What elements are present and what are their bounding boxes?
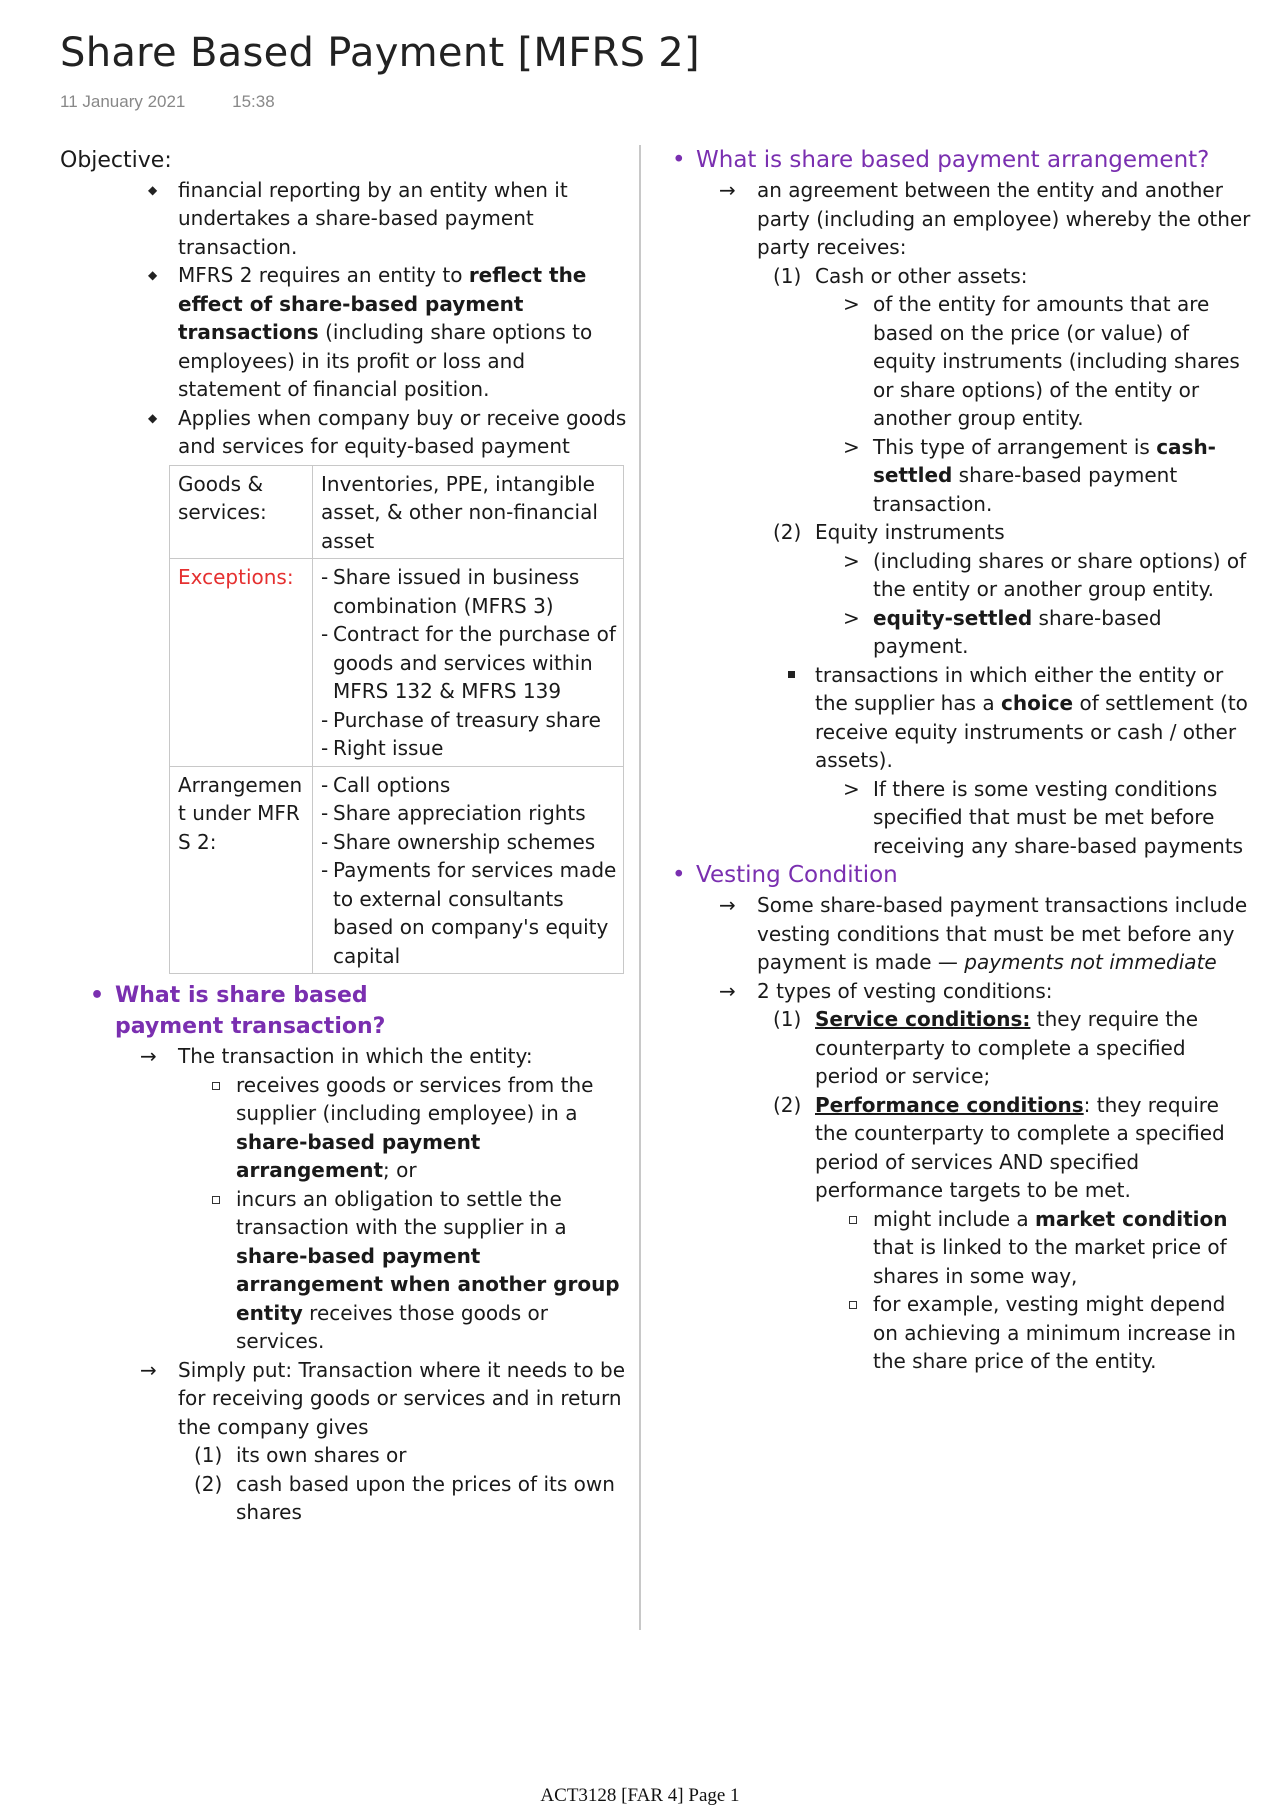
objective-heading: Objective: (60, 148, 172, 173)
left-column (60, 145, 630, 1527)
market-item: might include a market condition that is linked to the market price of shares in some way, (873, 1205, 1252, 1291)
table-value (313, 766, 624, 974)
transaction-intro: → The transaction in which the entity: (178, 1042, 630, 1071)
table-row (170, 465, 624, 559)
table-row (170, 559, 624, 767)
transaction-sub-item: receives goods or services from the supplier (including employee) in a share-based payment arrangement; or (236, 1071, 630, 1185)
list-item: - Share ownership schemes (321, 828, 617, 857)
table-key-exceptions: Exceptions: (170, 559, 313, 767)
list-item: - Contract for the purchase of goods and services within MFRS 132 & MFRS 139 (321, 620, 617, 706)
simply-put: → Simply put: Transaction where it needs to be for receiving goods or services and in return the company gives (178, 1356, 630, 1442)
table-key: Arrangement under MFRS 2: (170, 766, 313, 974)
objective-item: ◆ MFRS 2 requires an entity to reflect the effect of share-based payment transactions (including share options to employees) in its profit or loss and statement of financial position. (178, 261, 630, 404)
arrangement-intro: → an agreement between the entity and another party (including an employee) whereby the other party receives: (757, 176, 1252, 262)
column-divider (639, 145, 641, 1630)
list-item: - Call options (321, 771, 617, 800)
example-item: for example, vesting might depend on achieving a minimum increase in the share price of the entity. (873, 1290, 1252, 1376)
scope-table (169, 465, 624, 975)
objective-list (178, 176, 630, 461)
table-value: Inventories, PPE, intangible asset, & other non-financial asset (313, 465, 624, 559)
simply-item: (1) its own shares or (194, 1443, 407, 1467)
table-row (170, 766, 624, 974)
page-footer: ACT3128 [FAR 4] Page 1 (540, 1785, 740, 1806)
choice-item: transactions in which either the entity or the supplier has a choice of settlement (to receive equity instruments or cash / other assets). (815, 661, 1252, 775)
list-item: - Share appreciation rights (321, 799, 617, 828)
vesting-types: → 2 types of vesting conditions: (757, 977, 1252, 1006)
list-item: - Right issue (321, 734, 617, 763)
right-column (662, 145, 1252, 1376)
arrangement-heading: • What is share based payment arrangement? (662, 145, 1252, 176)
cash-type: > This type of arrangement is cash-settled share-based payment transaction. (873, 433, 1252, 519)
cash-detail: > of the entity for amounts that are based on the price (or value) of equity instruments (including shares or share options) of the entity or another group entity. (873, 290, 1252, 433)
page-meta (60, 92, 317, 112)
transaction-heading: • What is share based payment transaction? (60, 980, 445, 1042)
vesting-note: > If there is some vesting conditions specified that must be met before receiving any share-based payments (873, 775, 1252, 861)
service-condition: (1) Service conditions: they require the counterparty to complete a specified period or service; (773, 1007, 1199, 1088)
vesting-heading: • Vesting Condition (662, 860, 1252, 891)
vesting-intro: → Some share-based payment transactions include vesting conditions that must be met before any payment is made — payments not immediate (757, 891, 1252, 977)
date-text: 11 January 2021 (60, 92, 186, 111)
objective-item: ◆ Applies when company buy or receive goods and services for equity-based payment (178, 404, 630, 461)
simply-item: (2) cash based upon the prices of its own shares (194, 1471, 615, 1524)
transaction-sub-item: incurs an obligation to settle the transaction with the supplier in a share-based payment arrangement when another group entity receives those goods or services. (236, 1185, 630, 1356)
page-title: Share Based Payment [MFRS 2] (60, 30, 700, 76)
time-text: 15:38 (232, 92, 275, 111)
objective-item: ◆ financial reporting by an entity when it undertakes a share-based payment transaction. (178, 176, 630, 262)
cash-item: (1) Cash or other assets: (773, 263, 1028, 288)
equity-detail: > (including shares or share options) of the entity or another group entity. (873, 547, 1252, 604)
list-item: - Payments for services made to external consultants based on company's equity capital (321, 856, 617, 970)
performance-condition: (2) Performance conditions: they require the counterparty to complete a specified period of services AND specified performance targets to be met. (773, 1092, 1225, 1202)
list-item: - Purchase of treasury share (321, 706, 617, 735)
table-key: Goods & services: (170, 465, 313, 559)
equity-type: > equity-settled share-based payment. (873, 604, 1252, 661)
table-value (313, 559, 624, 767)
list-item: - Share issued in business combination (MFRS 3) (321, 563, 617, 620)
equity-item: (2) Equity instruments (773, 520, 1005, 544)
